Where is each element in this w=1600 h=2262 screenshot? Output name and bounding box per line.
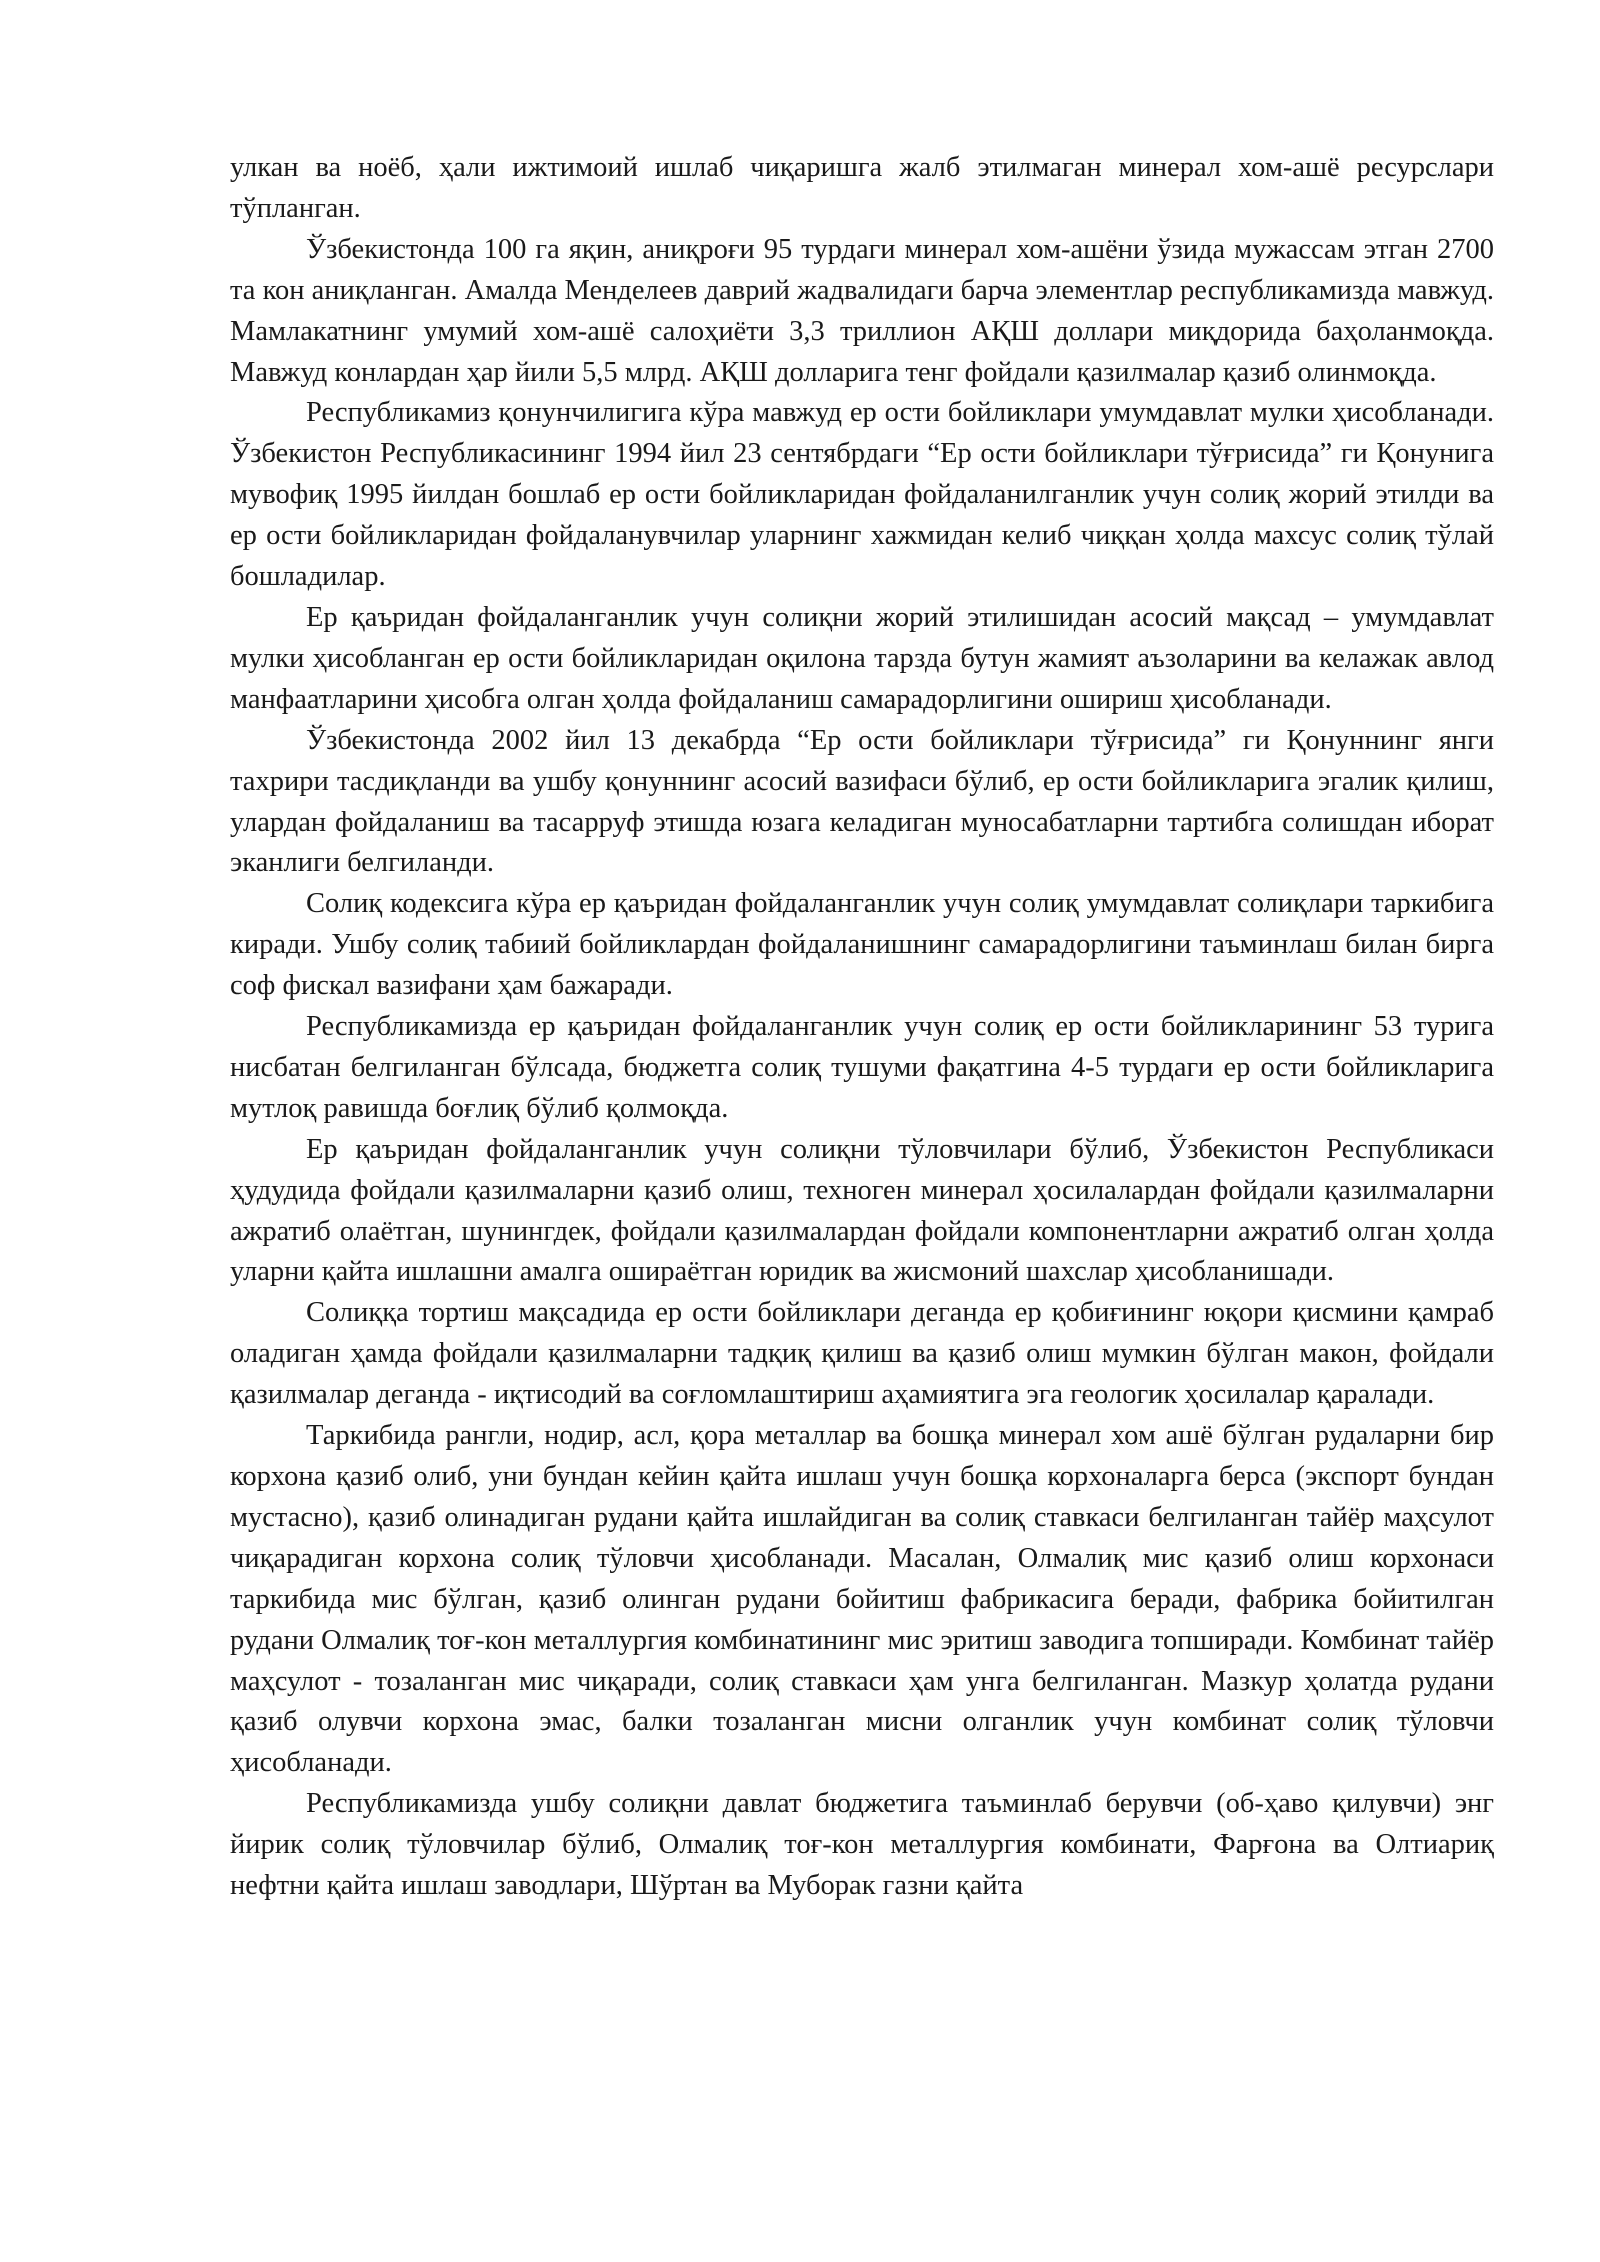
paragraph-9: Солиққа тортиш мақсадида ер ости бойликлари деганда ер қобиғининг юқори қисмини қамраб оладиган ҳамда фойдали қазилмаларни тадқиқ қилиш ва қазиб олиш мумкин бўлган макон, фойдали қазилмалар деганда - иқтисодий ва соғломлаштириш аҳамиятига эга геологик ҳосилалар қаралади.: [230, 1297, 1494, 1411]
paragraph-7: Республикамизда ер қаъридан фойдаланганлик учун солиқ ер ости бойликларининг 53 турига нисбатан белгиланган бўлсада, бюджетга солиқ тушуми фақатгина 4-5 турдаги ер ости бойликларига мутлоқ равишда боғлиқ бўлиб қолмоқда.: [230, 1011, 1494, 1124]
paragraph-6: Солиқ кодексига кўра ер қаъридан фойдаланганлик учун солиқ умумдавлат солиқлари таркибига киради. Ушбу солиқ табиий бойликлардан фойдаланишнинг самарадорлигини таъминлаш билан бирга соф фискал вазифани ҳам бажаради.: [230, 888, 1494, 1002]
document-page: [230, 148, 1494, 1907]
paragraph-3: Республикамиз қонунчилигига кўра мавжуд ер ости бойликлари умумдавлат мулки ҳисобланади. Ўзбекистон Республикасининг 1994 йил 23 сентябрдаги “Ер ости бойликлари тўғрисида” ги Қонунига мувофиқ 1995 йилдан бошлаб ер ости бойликларидан фойдаланилганлик учун солиқ жорий этилди ва ер ости бойликларидан фойдаланувчилар уларнинг хажмидан келиб чиққан ҳолда махсус солиқ тўлай бошладилар.: [230, 397, 1494, 593]
paragraph-2: Ўзбекистонда 100 га яқин, аниқроғи 95 турдаги минерал хом-ашёни ўзида мужассам этган 2700 та кон аниқланган. Амалда Менделеев даврий жадвалидаги барча элементлар республикамизда мавжуд. Мамлакатнинг умумий хом-ашё салоҳиёти 3,3 триллион АҚШ доллари миқдорида баҳоланмоқда. Мавжуд конлардан ҳар йили 5,5 млрд. АҚШ долларига тенг фойдали қазилмалар қазиб олинмоқда.: [230, 233, 1494, 388]
paragraph-8: Ер қаъридан фойдаланганлик учун солиқни тўловчилари бўлиб, Ўзбекистон Республикаси ҳудудида фойдали қазилмаларни қазиб олиш, техноген минерал ҳосилалардан фойдали қазилмаларни ажратиб олаётган, шунингдек, фойдали қазилмалардан фойдали компонентларни ажратиб олган ҳолда уларни қайта ишлашни амалга ошираётган юридик ва жисмоний шахслар ҳисобланишади.: [230, 1133, 1494, 1288]
paragraph-5: Ўзбекистонда 2002 йил 13 декабрда “Ер ости бойликлари тўғрисида” ги Қонуннинг янги тахрири тасдиқланди ва ушбу қонуннинг асосий вазифаси бўлиб, ер ости бойликларига эгалик қилиш, улардан фойдаланиш ва тасарруф этишда юзага келадиган муносабатларни тартибга солишдан иборат эканлиги белгиланди.: [230, 724, 1494, 879]
paragraph-10: Таркибида рангли, нодир, асл, қора металлар ва бошқа минерал хом ашё бўлган рудаларни бир корхона қазиб олиб, уни бундан кейин қайта ишлаш учун бошқа корхоналарга берса (экспорт бундан мустасно), қазиб олинадиган рудани қайта ишлайдиган ва солиқ ставкаси белгиланган тайёр маҳсулот чиқарадиган корхона солиқ тўловчи ҳисобланади. Масалан, Олмалиқ мис қазиб олиш корхонаси таркибида мис бўлган, қазиб олинган рудани бойитиш фабрикасига беради, фабрика бойитилган рудани Олмалиқ тоғ-кон металлургия комбинатининг мис эритиш заводига топширади. Комбинат тайёр маҳсулот - тозаланган мис чиқаради, солиқ ставкаси ҳам унга белгиланган. Мазкур ҳолатда рудани қазиб олувчи корхона эмас, балки тозаланган мисни олганлик учун комбинат солиқ тўловчи ҳисобланади.: [230, 1420, 1494, 1779]
paragraph-4: Ер қаъридан фойдаланганлик учун солиқни жорий этилишидан асосий мақсад – умумдавлат мулки ҳисобланган ер ости бойликларидан оқилона тарзда бутун жамият аъзоларини ва келажак авлод манфаатларини ҳисобга олган ҳолда фойдаланиш самарадорлигини ошириш ҳисобланади.: [230, 601, 1494, 715]
paragraph-11: Республикамизда ушбу солиқни давлат бюджетига таъминлаб берувчи (об-ҳаво қилувчи) энг йирик солиқ тўловчилар бўлиб, Олмалиқ тоғ-кон металлургия комбинати, Фарғона ва Олтиариқ нефтни қайта ишлаш заводлари, Шўртан ва Муборак газни қайта: [230, 1788, 1494, 1902]
paragraph-1: улкан ва ноёб, ҳали ижтимоий ишлаб чиқаришга жалб этилмаган минерал хом-ашё ресурслари тўпланган.: [230, 152, 1494, 224]
